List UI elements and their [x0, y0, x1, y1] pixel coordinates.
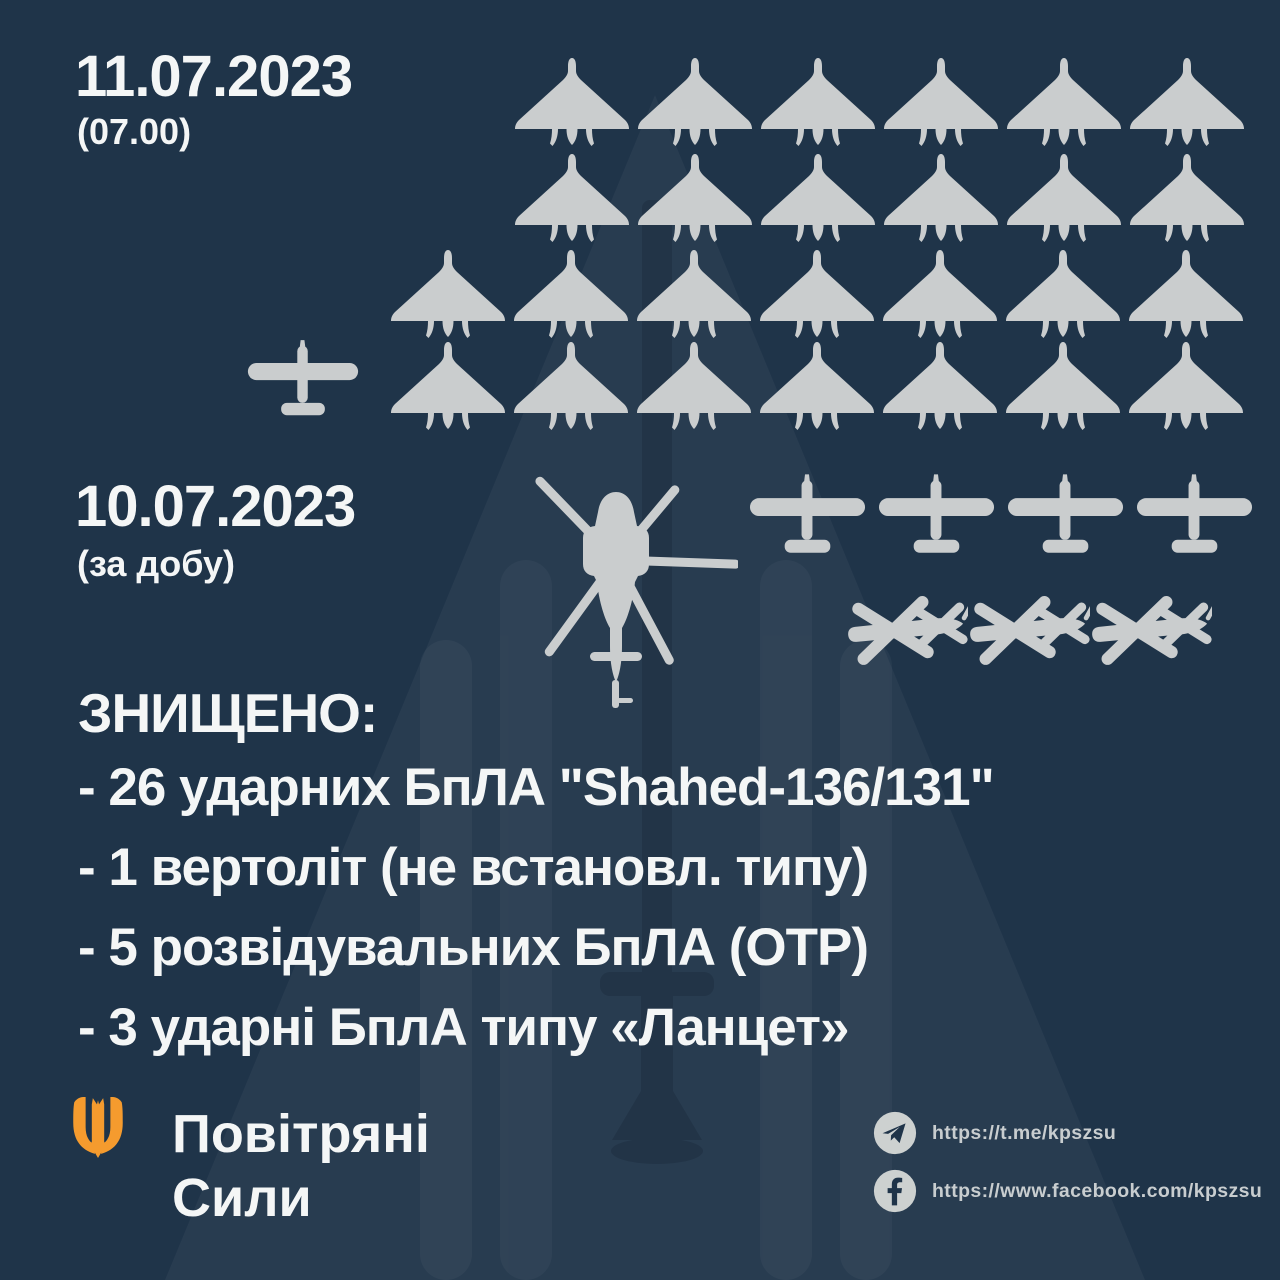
helicopter-icon — [498, 468, 738, 708]
shahed-drone-icon — [880, 340, 1000, 436]
recon-uav-icon — [246, 340, 360, 423]
shahed-drone-icon — [758, 152, 878, 248]
destroyed-title: ЗНИЩЕНО: — [78, 682, 378, 744]
destroyed-list — [78, 748, 1228, 1068]
shahed-drone-icon — [1126, 340, 1246, 436]
shahed-drone-icon — [881, 56, 1001, 152]
facebook-link-row — [872, 1168, 1262, 1214]
shahed-drone-icon — [1127, 152, 1247, 248]
telegram-url[interactable]: https://t.me/kpszsu — [932, 1121, 1117, 1144]
lancet-drone-icon — [1090, 580, 1212, 678]
shahed-drone-icon — [511, 340, 631, 436]
period-date: 10.07.2023 — [75, 474, 356, 539]
facebook-url[interactable]: https://www.facebook.com/kpszsu — [932, 1179, 1263, 1202]
shahed-drone-icon — [757, 340, 877, 436]
destroyed-item-recon: - 5 розвідувальних БпЛА (ОТР) — [78, 918, 868, 977]
shahed-row-2 — [512, 152, 1247, 248]
brand-name — [172, 1102, 430, 1230]
lancet-drone-icon — [846, 580, 968, 678]
shahed-drone-icon — [881, 152, 1001, 248]
destroyed-item-lancet: - 3 ударні БплА типу «Ланцет» — [78, 998, 849, 1057]
report-time-note: (07.00) — [77, 111, 192, 152]
trident-icon — [70, 1094, 126, 1160]
report-date: 11.07.2023 — [75, 44, 353, 109]
shahed-row-3 — [388, 248, 1246, 344]
period-note: (за добу) — [77, 543, 236, 584]
recon-uav-row — [748, 474, 1254, 561]
lancet-drone-icon — [968, 580, 1090, 678]
lancet-row — [846, 580, 1212, 678]
shahed-drone-icon — [1003, 340, 1123, 436]
helicopter-slot — [498, 468, 738, 708]
shahed-drone-icon — [757, 248, 877, 344]
shahed-drone-icon — [388, 248, 508, 344]
recon-uav-single — [246, 340, 360, 423]
brand-line1: Повітряні — [172, 1104, 430, 1164]
shahed-drone-icon — [1004, 56, 1124, 152]
shahed-drone-icon — [758, 56, 878, 152]
shahed-drone-icon — [880, 248, 1000, 344]
shahed-row-1 — [512, 56, 1247, 152]
shahed-drone-icon — [512, 152, 632, 248]
destroyed-item-helicopter: - 1 вертоліт (не встановл. типу) — [78, 838, 869, 897]
shahed-row-4 — [388, 340, 1246, 436]
telegram-link-row — [872, 1110, 1116, 1156]
destroyed-item-shahed: - 26 ударних БпЛА "Shahed-136/131" — [78, 758, 994, 817]
recon-uav-icon — [877, 474, 996, 561]
shahed-drone-icon — [388, 340, 508, 436]
shahed-drone-icon — [512, 56, 632, 152]
shahed-drone-icon — [1004, 152, 1124, 248]
shahed-drone-icon — [1003, 248, 1123, 344]
shahed-drone-icon — [635, 152, 755, 248]
shahed-drone-icon — [1127, 56, 1247, 152]
facebook-icon[interactable] — [872, 1168, 918, 1214]
shahed-drone-icon — [635, 56, 755, 152]
brand-line2: Сили — [172, 1168, 312, 1228]
recon-uav-icon — [1006, 474, 1125, 561]
shahed-drone-icon — [634, 340, 754, 436]
telegram-icon[interactable] — [872, 1110, 918, 1156]
recon-uav-icon — [1135, 474, 1254, 561]
shahed-drone-icon — [634, 248, 754, 344]
recon-uav-icon — [748, 474, 867, 561]
shahed-drone-icon — [1126, 248, 1246, 344]
shahed-drone-icon — [511, 248, 631, 344]
